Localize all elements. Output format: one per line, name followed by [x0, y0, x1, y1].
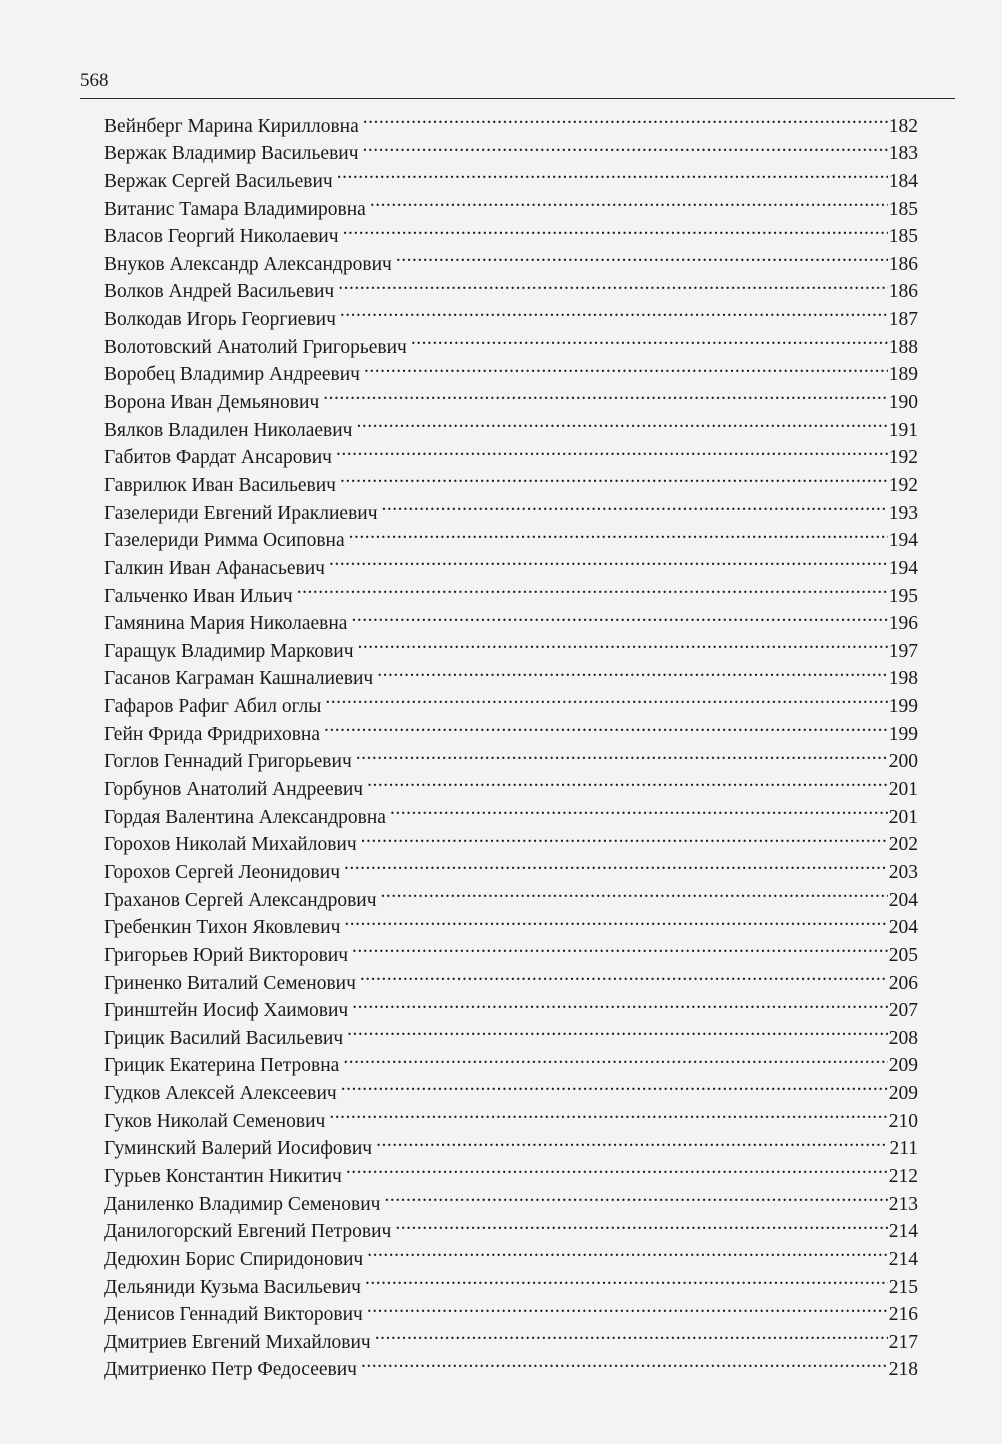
toc-entry-name: Газелериди Евгений Ираклиевич [104, 502, 378, 524]
dot-leader [381, 878, 888, 906]
toc-entry-page: 191 [888, 419, 918, 441]
toc-entry-name: Волкодав Игорь Георгиевич [104, 309, 336, 331]
toc-entry-name: Гасанов Каграман Кашналиевич [104, 668, 374, 690]
toc-entry-name: Горохов Сергей Леонидович [104, 861, 341, 883]
header-rule [80, 98, 955, 99]
toc-entry-name: Вержак Сергей Васильевич [104, 170, 333, 192]
toc-entry-page: 182 [888, 115, 918, 137]
toc-entry-page: 201 [888, 779, 918, 801]
toc-entry-name: Габитов Фардат Ансарович [104, 447, 332, 469]
toc-entry-page: 211 [889, 1138, 918, 1160]
dot-leader [340, 463, 888, 491]
toc-entry-name: Гаращук Владимир Маркович [104, 640, 354, 662]
dot-leader [377, 657, 888, 685]
dot-leader [340, 297, 888, 325]
dot-leader [370, 187, 888, 215]
toc-entry-name: Волков Андрей Васильевич [104, 281, 335, 303]
toc-entry-page: 199 [888, 696, 918, 718]
toc-entry-page: 205 [888, 944, 918, 966]
toc-entry-page: 194 [888, 557, 918, 579]
table-of-contents [104, 104, 918, 1381]
toc-entry-name: Гриненко Виталий Семенович [104, 972, 356, 994]
toc-entry-page: 185 [888, 198, 918, 220]
dot-leader [367, 1237, 888, 1265]
toc-entry-name: Грицик Екатерина Петровна [104, 1055, 340, 1077]
toc-entry-page: 186 [888, 281, 918, 303]
dot-leader [346, 1154, 888, 1182]
toc-entry-page: 204 [888, 917, 918, 939]
dot-leader [367, 1293, 888, 1321]
dot-leader [337, 159, 888, 187]
toc-entry-name: Дмитриенко Петр Федосеевич [104, 1359, 357, 1381]
dot-leader [329, 1099, 887, 1127]
toc-entry-page: 192 [888, 447, 918, 469]
toc-entry-name: Витанис Тамара Владимировна [104, 198, 366, 220]
toc-entry-page: 200 [888, 751, 918, 773]
toc-entry-name: Гамянина Мария Николаевна [104, 613, 348, 635]
toc-entry-name: Даниленко Владимир Семенович [104, 1193, 381, 1215]
dot-leader [323, 380, 887, 408]
toc-entry-page: 214 [888, 1221, 918, 1243]
toc-entry-page: 209 [888, 1083, 918, 1105]
dot-leader [351, 602, 887, 630]
toc-entry-page: 214 [888, 1248, 918, 1270]
toc-entry-name: Гоглов Геннадий Григорьевич [104, 751, 352, 773]
dot-leader [361, 1348, 888, 1376]
dot-leader [365, 1265, 888, 1293]
dot-leader [382, 491, 888, 519]
dot-leader [363, 104, 888, 132]
dot-leader [343, 1044, 887, 1072]
toc-entry-page: 184 [888, 170, 918, 192]
toc-entry-page: 208 [888, 1027, 918, 1049]
toc-entry-page: 217 [888, 1331, 918, 1353]
toc-entry-name: Внуков Александр Александрович [104, 253, 392, 275]
toc-entry-page: 183 [888, 143, 918, 165]
dot-leader [324, 712, 888, 740]
toc-entry-page: 218 [888, 1359, 918, 1381]
dot-leader [376, 1127, 888, 1155]
dot-leader [325, 684, 887, 712]
toc-entry [104, 104, 918, 137]
toc-entry-page: 192 [888, 474, 918, 496]
dot-leader [367, 767, 888, 795]
toc-entry-name: Галкин Иван Афанасьевич [104, 557, 325, 579]
dot-leader [349, 519, 888, 547]
toc-entry-name: Гаврилюк Иван Васильевич [104, 474, 336, 496]
toc-entry-page: 203 [888, 861, 918, 883]
toc-entry-name: Гудков Алексей Алексеевич [104, 1083, 337, 1105]
dot-leader [384, 1182, 887, 1210]
dot-leader [358, 629, 888, 657]
dot-leader [364, 353, 888, 381]
toc-entry-page: 209 [888, 1055, 918, 1077]
toc-entry-name: Газелериди Римма Осиповна [104, 530, 345, 552]
dot-leader [341, 1071, 888, 1099]
dot-leader [297, 574, 888, 602]
toc-entry-name: Вейнберг Марина Кирилловна [104, 115, 359, 137]
toc-entry-page: 195 [888, 585, 918, 607]
toc-entry-page: 206 [888, 972, 918, 994]
dot-leader [375, 1320, 888, 1348]
toc-entry-page: 190 [888, 392, 918, 414]
toc-entry-page: 194 [888, 530, 918, 552]
toc-entry-page: 188 [888, 336, 918, 358]
toc-entry-name: Гафаров Рафиг Абил оглы [104, 696, 322, 718]
toc-entry-page: 197 [888, 640, 918, 662]
toc-entry-name: Гуминский Валерий Иосифович [104, 1138, 373, 1160]
toc-entry-page: 187 [888, 309, 918, 331]
dot-leader [344, 906, 887, 934]
dot-leader [360, 961, 888, 989]
toc-entry-page: 193 [888, 502, 918, 524]
toc-entry-name: Дельяниди Кузьма Васильевич [104, 1276, 361, 1298]
dot-leader [338, 270, 888, 298]
toc-entry-name: Ворона Иван Демьянович [104, 392, 320, 414]
toc-entry-name: Гребенкин Тихон Яковлевич [104, 917, 341, 939]
toc-entry-name: Гурьев Константин Никитич [104, 1165, 342, 1187]
dot-leader [363, 132, 888, 160]
toc-entry-page: 201 [888, 806, 918, 828]
toc-entry-page: 189 [888, 364, 918, 386]
toc-entry-name: Гринштейн Иосиф Хаимович [104, 1000, 349, 1022]
toc-entry-name: Власов Георгий Николаевич [104, 226, 339, 248]
dot-leader [361, 823, 888, 851]
toc-entry-name: Денисов Геннадий Викторович [104, 1304, 363, 1326]
toc-entry-page: 212 [888, 1165, 918, 1187]
toc-entry-name: Вялков Владилен Николаевич [104, 419, 353, 441]
toc-entry-page: 199 [888, 723, 918, 745]
dot-leader [329, 546, 888, 574]
toc-entry-page: 196 [888, 613, 918, 635]
dot-leader [390, 795, 888, 823]
toc-entry-name: Гордая Валентина Александровна [104, 806, 386, 828]
toc-entry-name: Гальченко Иван Ильич [104, 585, 293, 607]
dot-leader [343, 215, 888, 243]
toc-entry-name: Дедюхин Борис Спиридонович [104, 1248, 364, 1270]
toc-entry-name: Григорьев Юрий Викторович [104, 944, 349, 966]
toc-entry-name: Горохов Николай Михайлович [104, 834, 357, 856]
dot-leader [396, 242, 888, 270]
toc-entry-name: Гейн Фрида Фридриховна [104, 723, 320, 745]
toc-entry-name: Гуков Николай Семенович [104, 1110, 326, 1132]
toc-entry-page: 216 [888, 1304, 918, 1326]
dot-leader [347, 1016, 888, 1044]
toc-entry-name: Грицик Василий Васильевич [104, 1027, 344, 1049]
toc-entry-page: 215 [888, 1276, 918, 1298]
dot-leader [411, 325, 888, 353]
toc-entry-page: 213 [888, 1193, 918, 1215]
dot-leader [356, 740, 888, 768]
toc-entry-name: Горбунов Анатолий Андреевич [104, 779, 364, 801]
dot-leader [352, 933, 888, 961]
dot-leader [395, 1210, 887, 1238]
toc-entry-page: 185 [888, 226, 918, 248]
toc-entry-page: 204 [888, 889, 918, 911]
dot-leader [336, 436, 888, 464]
toc-entry-name: Данилогорский Евгений Петрович [104, 1221, 392, 1243]
toc-entry-name: Граханов Сергей Александрович [104, 889, 377, 911]
toc-entry-page: 186 [888, 253, 918, 275]
dot-leader [356, 408, 887, 436]
toc-entry-page: 202 [888, 834, 918, 856]
toc-entry-page: 198 [888, 668, 918, 690]
toc-entry-page: 207 [888, 1000, 918, 1022]
toc-entry-name: Вержак Владимир Васильевич [104, 143, 359, 165]
dot-leader [344, 850, 888, 878]
toc-entry-page: 210 [888, 1110, 918, 1132]
page-number: 568 [80, 70, 109, 91]
toc-entry-name: Дмитриев Евгений Михайлович [104, 1331, 371, 1353]
dot-leader [352, 989, 888, 1017]
toc-entry-name: Воробец Владимир Андреевич [104, 364, 360, 386]
toc-entry-name: Волотовский Анатолий Григорьевич [104, 336, 407, 358]
